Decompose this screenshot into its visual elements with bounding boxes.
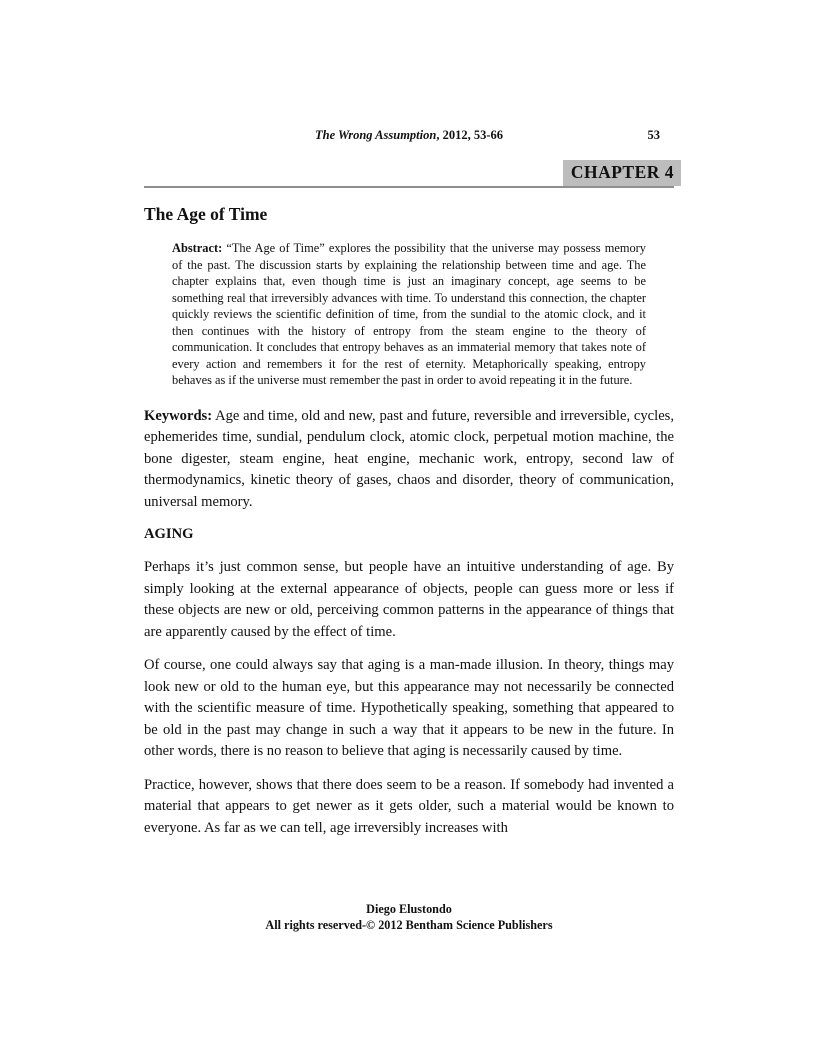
running-header-book-title: The Wrong Assumption — [314, 128, 437, 142]
abstract-label: Abstract: — [172, 241, 223, 255]
body-paragraph-3: Practice, however, shows that there does seem to be a reason. If somebody had invented a material that appears to get newer as it gets older, such a material would be known to everyone. As far as we can tell, age irreversibly increases with — [144, 776, 674, 836]
page-number: 53 — [647, 128, 660, 142]
keywords-text: Age and time, old and new, past and future, reversible and irreversible, cycles, ephemerides time, sundial, pendulum clock, atomic clock, perpetual motion machine, the bone digester, steam engine, heat engine, mechanic work, entropy, second law of thermodynamics, kinetic theory of gases, chaos and disorder, theory of communication, universal memory. — [144, 407, 674, 510]
page-content — [144, 0, 674, 839]
running-header-citation: , 2012, 53-66 — [436, 128, 503, 142]
keywords-label: Keywords: — [144, 407, 213, 424]
running-header-title — [315, 128, 503, 142]
running-header — [144, 128, 674, 144]
keywords-paragraph — [144, 406, 674, 514]
section-heading-aging: AGING — [144, 526, 194, 542]
footer-copyright: All rights reserved-© 2012 Bentham Science Publishers — [265, 917, 553, 932]
footer-author: Diego Elustondo — [366, 902, 452, 916]
page-footer — [144, 902, 674, 933]
abstract-text: “The Age of Time” explores the possibility that the universe may possess memory of the past. The discussion starts by explaining the relationship between time and age. The chapter explains that, even though time is just an imaginary concept, age seems to be something real that irreversibly advances with time. To understand this connection, the chapter quickly reviews the scientific definition of time, from the sundial to the atomic clock, and it then continues with the history of entropy from the steam engine to the theory of communication. It concludes that entropy behaves as an immaterial memory that takes note of every action and remembers it for the rest of eternity. Metaphorically speaking, entropy behaves as if the universe must remember the past in order to avoid repeating it in the future. — [172, 241, 646, 387]
body-paragraph-1: Perhaps it’s just common sense, but people have an intuitive understanding of age. By simply looking at the external appearance of objects, people can guess more or less if these objects are new or old, perceiving common patterns in the appearance of things that are apparently caused by the effect of time. — [144, 559, 674, 640]
chapter-banner-row — [144, 160, 674, 188]
body-paragraph-2: Of course, one could always say that aging is a man-made illusion. In theory, things may look new or old to the human eye, but this appearance may not necessarily be connected with the scientific measure of time. Hypothetically speaking, something that appeared to be old in the past may change in such a way that it appears to be new in the future. In other words, there is no reason to believe that aging is necessarily caused by time. — [144, 657, 674, 759]
chapter-title: The Age of Time — [144, 204, 268, 224]
abstract-paragraph — [144, 240, 674, 389]
chapter-label: CHAPTER 4 — [563, 160, 681, 186]
